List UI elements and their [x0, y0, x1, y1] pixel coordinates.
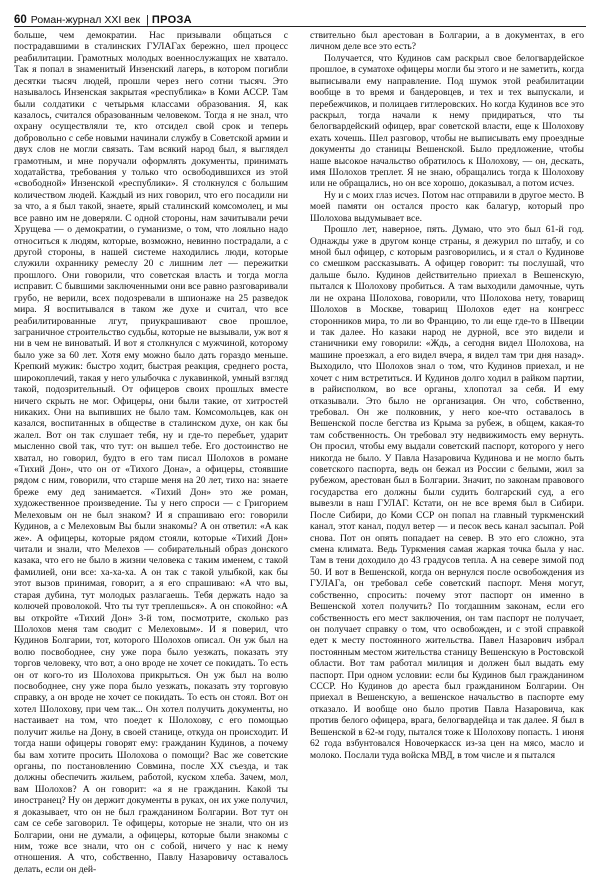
- section-title: ПРОЗА: [151, 14, 192, 26]
- page-number: 60: [14, 14, 27, 26]
- paragraph: Прошло лет, наверное, пять. Думаю, что это был 61-й год. Однажды уже в другом конце страны, я дежурил по штабу, и со мной был офицер, с которым разговорились, и я стал о Кудинове со смешком рассказывать. А офицер говорит: ты послушай, что дальше было. Кудинов действительно приехал в Вешенскую, пытался к Шолохову пробиться. А там выходили дамочные, чуть ли не охрана Шолохова, говорили, что Шолохова нету, товарищ Шолохов в Москве, товарищ Шолохов едет на конгресс сторонников мира, то ли во Францию, то ли еще где-то в Швеции и так далее. Но казаки народ не дурной, все это видели и станичники ему говорили: «Ждь, а сегодня видел Шолохова, на машине проезжал, а его видел вчера, я видел там три дня назад». Выходило, что Шолохов знал о том, что Кудинов приехал, и не хочет с ним встретиться. И Кудинов долго ходил в райком партии, в райисполком, во все органы, хлопотал за себя. И ему отказывали. Это было не организация. Он что, собственно, требовал. Он же полковник, у него кое-что оставалось в Вешенской после бегства из Крыма за рубеж, в общем, какая-то там собственность. Он требовал эту недвижимость ему вернуть. Он просил, чтобы ему выдали советский паспорт, которого у него никогда не было. У Павла Назаровича Кудинова и не могло быть советского паспорта, ведь он бежал из России с белыми, жил за рубежом, арестован был в Болгарии. Значит, по законам правового государства его должны были судить болгарский суд, а его вывезли в наш ГУЛАГ. Кстати, он не все время был в Сибири. После Сибири, до Коми ССР он попал на главный туркменский канал, этот канал, подул ветер — и песок весь канал засыпал. Рой снова. Пот он опять попадает на север. В это его сложно, эта смена климата. Ведь Туркмения самая жаркая точка была у нас. Там в тени доходило до 43 градусов тепла. А на севере зимой под 50. И вот в Вешенской, когда он вернулся после освобождения из ГУЛАГа, он требовал себе советский паспорт. Меня могут, собственно, спросить: почему этот паспорт он именно в Вешенской хотел получить? По тогдашним законам, если его собственность его мест заключения, он там паспорт не получает, он получает справку о том, что освобожден, и с этой справкой едет к месту постоянного жительства. Павел Назарович избрал постоянным местом жительства станицу Вешенскую в Ростовской области. Вот там работал милиция и должен был выдать ему паспорт. При одном условии: если бы Кудинов был гражданином СССР. Но Кудинов до ареста был гражданином Болгарии. Он приехал в Вешенскую, а вешенское начальство в паспорте ему отказало. И вообще оно было против Павла Назаровича, как против белого офицера, врага, белогвардейца и так далее. Я был в Вешенской в 62-м году, пытался тоже к Шолохову попасть. 1 июня 62 года взбунтовался Новочеркасск из-за цен на мясо, масло и молоко. Послали туда войска МВД, в том числе и я пытался: [310, 224, 584, 761]
- page-header: [14, 6, 586, 27]
- paragraph: ствительно был арестован в Болгарии, а в документах, в его личном деле все это есть?: [310, 30, 584, 53]
- right-column: [310, 30, 584, 761]
- header-separator: |: [146, 14, 149, 26]
- paragraph: больше, чем демократии. Нас призывали общаться с пострадавшими в сталинских ГУЛАГах бережно, шел процесс реабилитации. Грамотных молодых военнослужащих не хватало. Так я попал в знаменитый Инзенский лагерь, в котором погибли десятки тысяч людей, прошли через него сотни тысяч. Это называлось Инзенская закрытая «республика» в Коми АССР. Там были солдатики с четырьмя классами образования. Я, как казалось, считался образованным человеком. Тогда я не знал, что охрану осуществляли те, кто отсидел свой срок и теперь добровольно с себе новыми начинали службу в Советской армии и двух слов не могли связать. Там всякий народ был, я выглядел грамотным, и мне поручали оформлять документы, принимать ходатайства, требования у только что освободившихся из этой «свободной» Инзенской «республики». Я столкнулся с большим количеством людей. Каждый из них говорил, что его посадили ни за что, а я был такой, знаете, ярый сталинский комсомолец, и мы все равно им не доверяли. С одной стороны, нам зачитывали речи Хрущева — о демократии, о гуманизме, о том, что лояльно надо относиться к людям, которые, возможно, невинно пострадали, а с другой стороны, в нашей системе находились люди, которые служили охраннику ремеслу 20 с лишним лет — пережитки прошлого. Они говорили, что советская власть и тогда могла исправит. С бывшими заключенными они все равно разговаривали грубо, не верили, всех подозревали в шпионаже на 25 разведок мира. Я воспитывался в таком же духе и считал, что все реабилитированные лгут, приукрашивают свое прошлое, заграничное строительство судьбы, которые не вызывали, уж вот я ни в чем не виноватый. И вот я столкнулся с мужчиной, которому было уже за 60 лет. Хотя ему можно было дать гораздо меньше. Крепкий мужик: быстро ходит, быстрая реакция, среднего роста, широкоплечий, такая у него улыбочка с лукавинкой, умный взгляд такой, подозрительный. От офицеров своих прошлых вместе ничего скрыть не мог. Офицеры, они были такие, от хитростей никаких. Они на выпивших не было там. Комсомольцев, как он казался, воспитанных в обществе в сталинском духе, он как бы жалел. Вот он так слушает тебя, ну и где-то перебьет, ударит мысленно свой так, что тут: он вышел тебе. Его достоинство не хватал, но говорил, будто в его там писал Шолохов в романе «Тихий Дон», что он от «Тихого Дона», а офицеры, стоявшие рядом с ним, говорили, что старше меня на 20 лет, тихо на: знаете бреже ему дед занимается. «Тихий Дон» это же роман, художественное произведение. Ты у него спроси — с Григорием Мелеховым он не был знаком? И я спрашиваю его: говорили Кудинов, а с Мелеховым Вы были знакомы? А он ответил: «А как же». А офицеры, которые рядом стояли, которые «Тихий Дон» читали и знали, что Мелехов — собирательный образ донского казака, что его не было в жизни человека с таким именем, с такой фамилией, они все: ха-ха-ха. А он так с такой улыбкой, как бы этот вызов принимая, говорит, а я его спрашиваю: «А что вы, старая дубина, тут молодых разлагаешь. Тебя держать надо за колючей проволокой. Что ты тут треплешься». А он спокойно: «А вы откройте «Тихий Дон» 3-й том, посмотрите, сколько раз Шолохов меня там сводит с Мелеховым». И я поверил, что Кудинов Болгарии, тот, которого Шолохов описал. Он уж был на волю посвободнее, сну уже пора было уезжать, показать эту торгов человеку, что вот, а оно вроде не хочет се покидать. То есть он от кого-то из Шолохова прикрыться. Он уж был на волю посвободнее, сну уже пора было уезжать, показать эту торговую справку, а он вроде не хочет се покидать. То есть он стоял. Вот он хотел Шолохову, при чем так... Он хотел получить документы, но настаивает на том, что поедет к Шолохову, с его помощью получит жилье на Дону, в своей станице, откуда он происходит. И тогда наши офицеры говорят ему: гражданин Кудинов, а почему бы вам хотите просить Шолохова о помощи? Вас же советские органы, по постановлению Совмина, после XX съезда, и так должны обеспечить жильем, работой, куском хлеба. Зачем, мол, вам Шолохов? А он говорит: «а я не гражданин. Какой ты иностранец? Ну он держит документы в руках, он их уже получил, я доказывает, что он не был гражданином Болгарии. Вот тут он сам се себе заговорил. Те офицеры, которые не знали, что он из Болгарии, они не думали, а офицеры, которые были знакомы с ним, тоже все знали, что он с собой, ничего у нас к нему отношения. А что, собственно, Павлу Назаровичу оставалось делать, если он дей-: [14, 30, 289, 875]
- left-column: [14, 30, 288, 875]
- magazine-title: Роман-журнал XXI век: [30, 14, 141, 26]
- paragraph: Ну и с моих глаз исчез. Потом нас отправили в другое место. В моей памяти он остался просто как балагур, который про Шолохова выдумывает все.: [310, 189, 584, 224]
- paragraph: Получается, что Кудинов сам раскрыл свое белогвардейское прошлое, в суматохе офицеры могли бы этого и не заметить, когда выписывали ему направление. Под шумок этой реабилитации вообще в то время и бандеровцев, и тех и тех выпускали, и перебежчиков, и полицаев гитлеровских. Но когда Кудинов все это раскрыл, тогда начали к нему придираться, что ты белогвардейский офицер, враг советской власти, еще к Шолохову ехать хочешь. Шел разговор, чтобы не выписывать ему проездные документы до станицы Вешенской. Было предложение, чтобы наше высокое начальство обратилось к Шолохову, — он, дескать, имя Шолохов треплет. Я не знаю, обращались тогда к Шолохову или не обращались, но он все хорошо, доказывал, а потом исчез.: [310, 52, 584, 190]
